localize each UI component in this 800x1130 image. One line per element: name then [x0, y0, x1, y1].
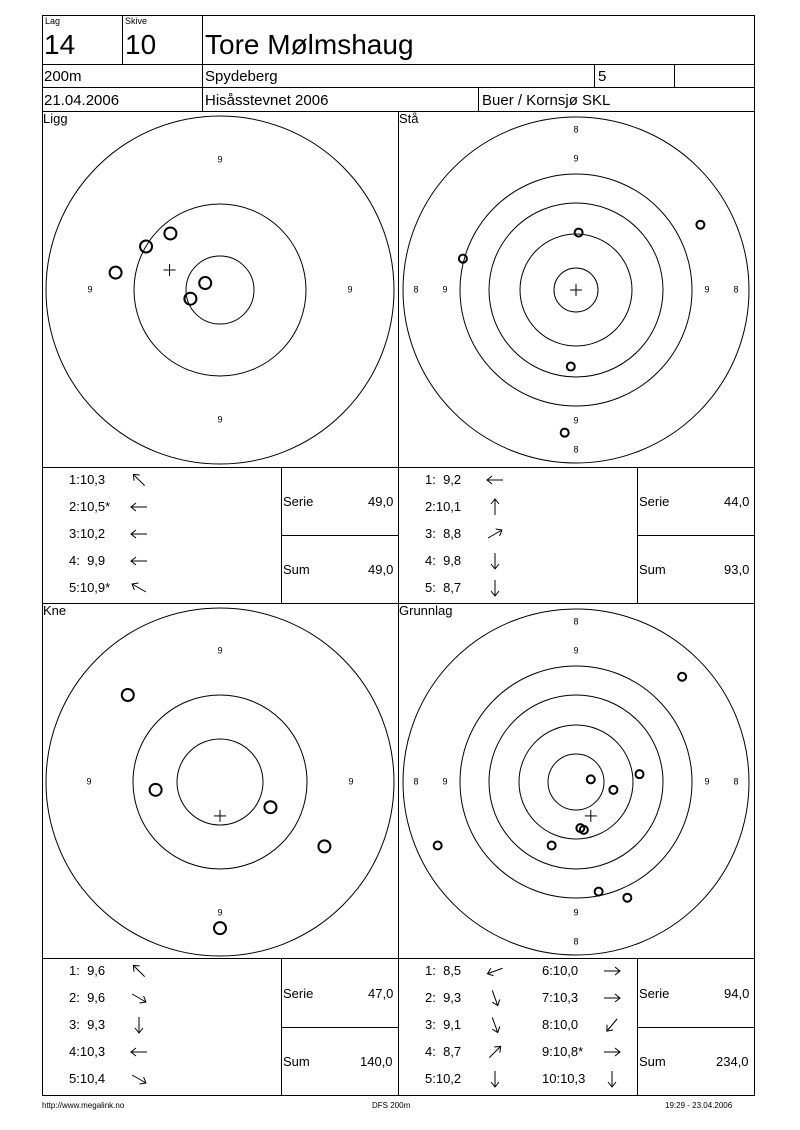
shot-score: 4: 9,9: [69, 553, 106, 568]
target-ring: [519, 725, 633, 839]
target-kne: [45, 606, 395, 958]
shot-direction-arrow-icon: [484, 470, 506, 495]
shot-hole: [318, 840, 330, 852]
shot-direction-arrow-icon: [128, 1069, 150, 1094]
shot-direction-arrow-icon: [128, 1042, 150, 1067]
shot-score: 2:10,5*: [69, 499, 111, 514]
header-col-4: [674, 64, 675, 87]
serie-label-kne: Serie: [283, 986, 314, 1001]
shot-score: 4:10,3: [69, 1044, 106, 1059]
ring-number: 9: [86, 776, 92, 787]
distance: 200m: [44, 68, 82, 85]
shot-direction-arrow-icon: [484, 524, 506, 549]
sum-value-ligg: 49,0: [368, 562, 394, 577]
shot-hole: [587, 775, 595, 783]
header-col-2: [202, 15, 203, 111]
shot-direction-arrow-icon: [128, 497, 150, 522]
shot-hole: [164, 227, 176, 239]
shot-score: 5:10,2: [425, 1071, 462, 1086]
header-col-1: [122, 15, 123, 64]
serie-value-ligg: 49,0: [368, 494, 394, 509]
shot-score: 2:10,1: [425, 499, 462, 514]
shot-hole: [184, 293, 196, 305]
ring-number: 9: [217, 907, 223, 918]
serie-label-grunnlag: Serie: [639, 986, 670, 1001]
ring-number: 9: [217, 414, 223, 425]
shot-direction-arrow-icon: [484, 578, 506, 603]
ring-number: 8: [733, 776, 739, 787]
shot-score: 2: 9,3: [425, 990, 462, 1005]
ring-number: 9: [573, 907, 579, 918]
date: 21.04.2006: [44, 92, 120, 109]
serie-value-grunnlag: 94,0: [724, 986, 750, 1001]
shot-direction-arrow-icon: [601, 1015, 623, 1040]
header-divider-1: [42, 64, 755, 65]
ring-number: 9: [573, 153, 579, 164]
shot-hole: [609, 786, 617, 794]
sum-value-sta: 93,0: [724, 562, 750, 577]
score-col-4: [637, 958, 638, 1096]
shot-direction-arrow-icon: [601, 1042, 623, 1067]
shot-hole: [122, 689, 134, 701]
ring-number: 9: [442, 776, 448, 787]
shot-hole: [595, 888, 603, 896]
shot-direction-arrow-icon: [484, 1042, 506, 1067]
ring-number: 9: [442, 284, 448, 295]
lag-value: 14: [44, 29, 76, 60]
target-ring: [46, 116, 394, 464]
panel-title-grunnlag: Grunnlag: [399, 603, 453, 618]
ring-number: 8: [413, 776, 419, 787]
serie-sum-divider-1: [281, 535, 398, 536]
target-ring: [46, 608, 394, 956]
shot-score: 4: 8,7: [425, 1044, 462, 1059]
target-ring: [133, 695, 307, 869]
ring-number: 8: [573, 616, 579, 627]
shot-score: 1:10,3: [69, 472, 106, 487]
shot-direction-arrow-icon: [484, 1069, 506, 1094]
target-ring: [460, 666, 692, 898]
shot-score: 9:10,8*: [542, 1044, 584, 1059]
shot-score: 10:10,3: [542, 1071, 586, 1086]
ring-number: 9: [348, 776, 354, 787]
shot-hole: [636, 770, 644, 778]
shot-hole: [459, 255, 467, 263]
header-col-3: [594, 64, 595, 87]
shot-hole: [575, 229, 583, 237]
panel-title-sta: Stå: [399, 111, 419, 126]
shot-direction-arrow-icon: [484, 497, 506, 522]
shot-direction-arrow-icon: [601, 1069, 623, 1094]
serie-sum-divider-4: [637, 1027, 755, 1028]
shot-score: 3: 9,3: [69, 1017, 106, 1032]
target-ring: [548, 754, 604, 810]
shot-hole: [214, 922, 226, 934]
shot-hole: [561, 429, 569, 437]
serie-label-sta: Serie: [639, 494, 670, 509]
score-col-1: [281, 467, 282, 603]
lag-label: Lag: [45, 16, 61, 26]
footer-program: DFS 200m: [372, 1101, 411, 1110]
score-col-3: [281, 958, 282, 1096]
serie-value-sta: 44,0: [724, 494, 750, 509]
target-row-divider-3: [42, 958, 755, 959]
target-row-divider-1: [42, 467, 755, 468]
shot-direction-arrow-icon: [128, 578, 150, 603]
shot-direction-arrow-icon: [128, 524, 150, 549]
target-grunnlag: [401, 606, 751, 958]
shot-direction-arrow-icon: [484, 988, 506, 1013]
club-name: Buer / Kornsjø SKL: [482, 92, 611, 109]
shot-score: 1: 9,6: [69, 963, 106, 978]
location: Spydeberg: [205, 68, 278, 85]
shot-score: 5:10,4: [69, 1071, 106, 1086]
shot-score: 2: 9,6: [69, 990, 106, 1005]
header-divider-2: [42, 87, 755, 88]
shot-direction-arrow-icon: [484, 551, 506, 576]
class-number: 5: [598, 68, 607, 85]
serie-sum-divider-2: [637, 535, 755, 536]
target-ring: [134, 204, 306, 376]
ring-number: 9: [573, 645, 579, 656]
footer-link[interactable]: http://www.megalink.no: [42, 1101, 125, 1110]
target-ring: [186, 256, 254, 324]
ring-number: 9: [704, 284, 710, 295]
shot-hole: [567, 363, 575, 371]
sum-label-kne: Sum: [283, 1054, 310, 1069]
shot-hole: [199, 277, 211, 289]
serie-sum-divider-3: [281, 1027, 398, 1028]
shot-score: 4: 9,8: [425, 553, 462, 568]
sum-value-grunnlag: 234,0: [716, 1054, 749, 1069]
shot-hole: [548, 842, 556, 850]
shot-direction-arrow-icon: [128, 961, 150, 986]
shot-score: 1: 8,5: [425, 963, 462, 978]
shot-score: 8:10,0: [542, 1017, 579, 1032]
shot-direction-arrow-icon: [601, 961, 623, 986]
shot-hole: [696, 221, 704, 229]
shot-score: 1: 9,2: [425, 472, 462, 487]
footer-timestamp: 19:29 - 23.04.2006: [665, 1101, 733, 1110]
shot-direction-arrow-icon: [128, 988, 150, 1013]
shot-direction-arrow-icon: [484, 1015, 506, 1040]
ring-number: 9: [704, 776, 710, 787]
shot-hole: [434, 842, 442, 850]
ring-number: 9: [87, 284, 93, 295]
ring-number: 9: [217, 645, 223, 656]
shot-hole: [678, 673, 686, 681]
header-col-5: [478, 87, 479, 111]
shot-hole: [264, 801, 276, 813]
shot-hole: [623, 894, 631, 902]
target-ring: [403, 609, 749, 955]
serie-value-kne: 47,0: [368, 986, 394, 1001]
shot-direction-arrow-icon: [128, 551, 150, 576]
target-ligg: [45, 114, 395, 466]
shot-hole: [110, 267, 122, 279]
panel-title-kne: Kne: [43, 603, 67, 618]
score-col-2: [637, 467, 638, 603]
sum-label-ligg: Sum: [283, 562, 310, 577]
shot-score: 5:10,9*: [69, 580, 111, 595]
shot-score: 7:10,3: [542, 990, 579, 1005]
shot-hole: [150, 784, 162, 796]
shooter-name: Tore Mølmshaug: [205, 29, 414, 60]
panel-title-ligg: Ligg: [43, 111, 68, 126]
ring-number: 8: [573, 444, 579, 455]
ring-number: 8: [733, 284, 739, 295]
ring-number: 8: [573, 936, 579, 947]
ring-number: 8: [413, 284, 419, 295]
shot-direction-arrow-icon: [484, 961, 506, 986]
shot-score: 3:10,2: [69, 526, 106, 541]
target-ring: [489, 695, 663, 869]
shot-score: 5: 8,7: [425, 580, 462, 595]
sum-label-grunnlag: Sum: [639, 1054, 666, 1069]
ring-number: 9: [573, 415, 579, 426]
serie-label-ligg: Serie: [283, 494, 314, 509]
shot-score: 6:10,0: [542, 963, 579, 978]
ring-number: 9: [347, 284, 353, 295]
skive-label: Skive: [125, 16, 148, 26]
event-name: Hisåsstevnet 2006: [205, 92, 329, 109]
shot-direction-arrow-icon: [128, 1015, 150, 1040]
shot-score: 3: 8,8: [425, 526, 462, 541]
shot-direction-arrow-icon: [128, 470, 150, 495]
skive-value: 10: [125, 29, 157, 60]
shot-direction-arrow-icon: [601, 988, 623, 1013]
target-sta: [401, 114, 751, 466]
shot-score: 3: 9,1: [425, 1017, 462, 1032]
ring-number: 8: [573, 124, 579, 135]
ring-number: 9: [217, 154, 223, 165]
sum-value-kne: 140,0: [360, 1054, 393, 1069]
sum-label-sta: Sum: [639, 562, 666, 577]
